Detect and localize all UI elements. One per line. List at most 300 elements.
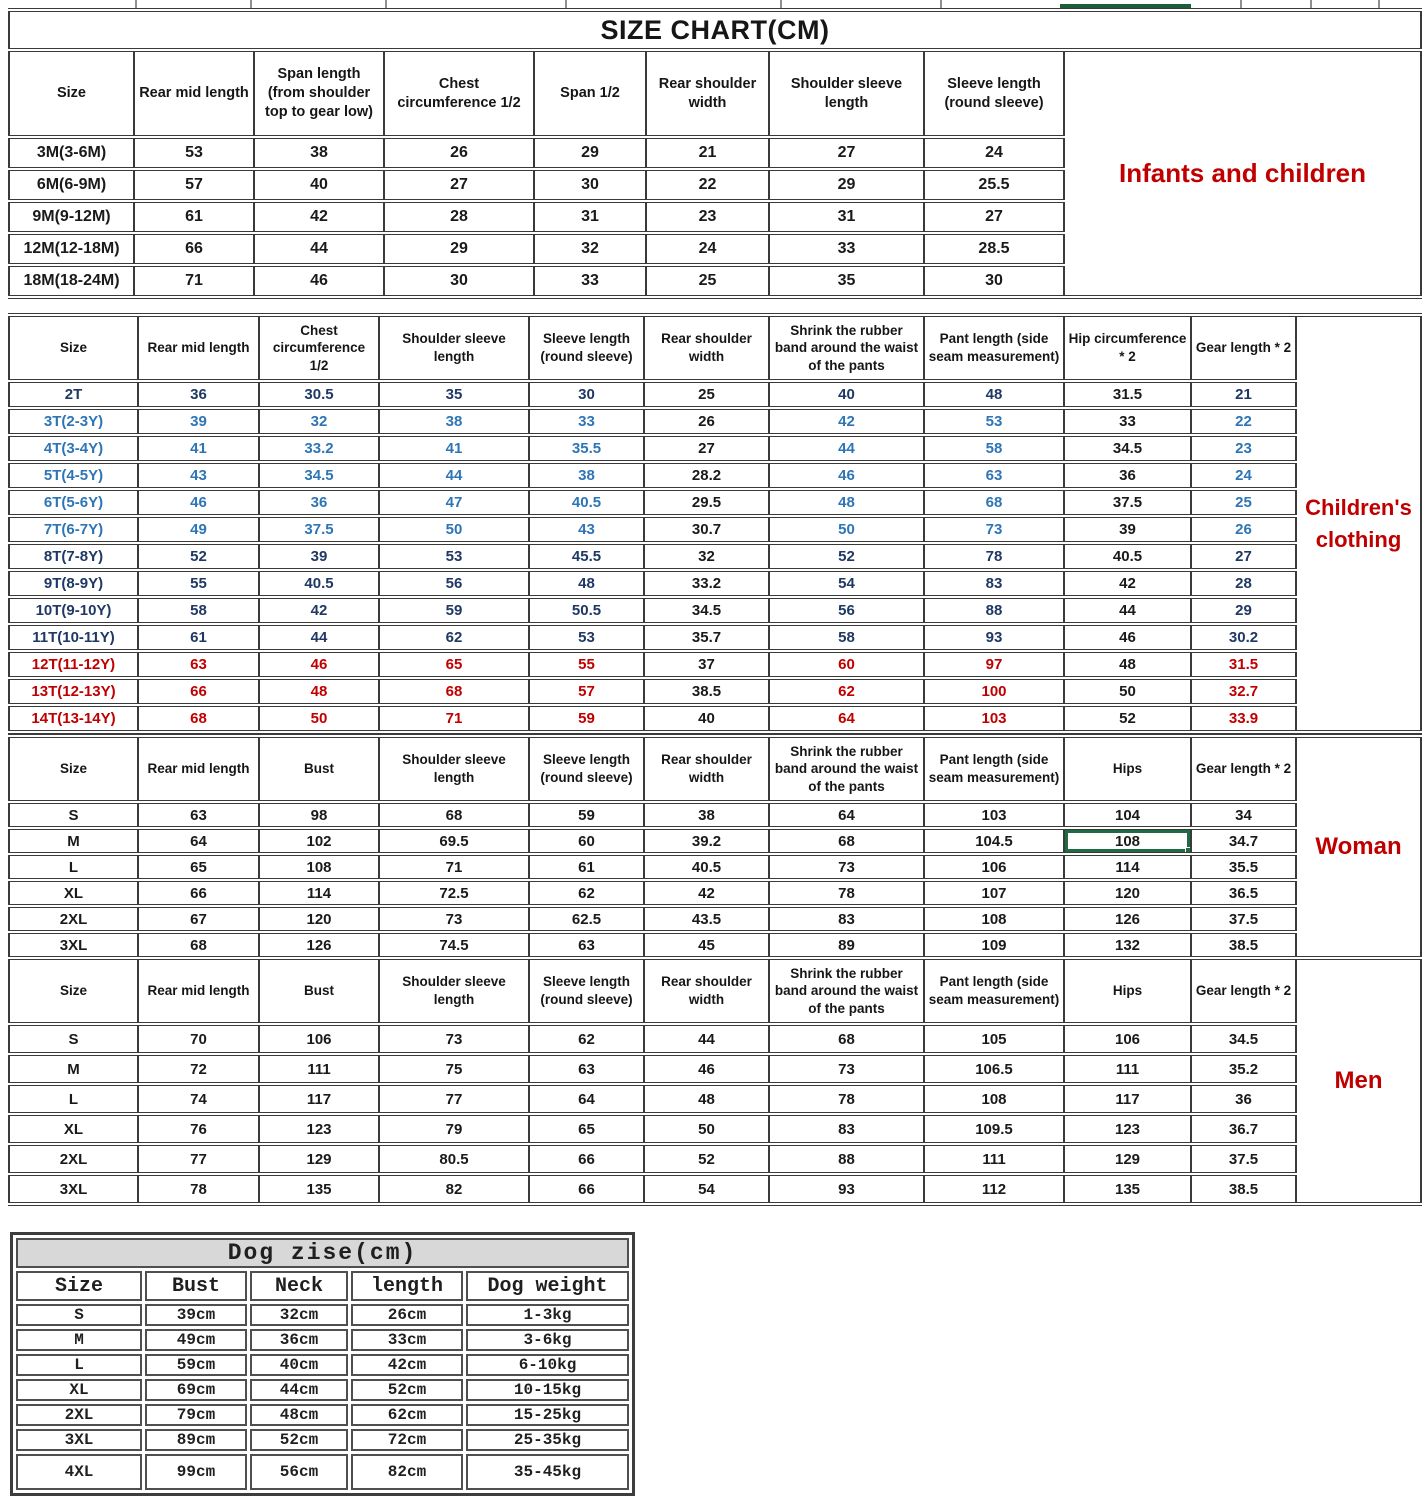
value-cell: 106 — [259, 1024, 379, 1054]
value-cell: 88 — [769, 1144, 924, 1174]
value-cell: 38.5 — [1191, 932, 1296, 958]
table-row — [9, 1174, 1421, 1204]
size-cell: S — [9, 1024, 138, 1054]
value-cell: 33cm — [351, 1329, 463, 1351]
table-row — [16, 1379, 629, 1401]
table-row — [9, 570, 1421, 597]
value-cell: 55 — [529, 651, 644, 678]
gridline-tick — [1240, 0, 1242, 8]
value-cell: 77 — [138, 1144, 259, 1174]
value-cell: 89cm — [145, 1429, 247, 1451]
value-cell: 73 — [769, 854, 924, 880]
table-row — [9, 543, 1421, 570]
value-cell: 49cm — [145, 1329, 247, 1351]
value-cell: 40 — [769, 381, 924, 408]
size-cell: 9T(8-9Y) — [9, 570, 138, 597]
value-cell: 29 — [1191, 597, 1296, 624]
size-cell: 5T(4-5Y) — [9, 462, 138, 489]
value-cell: 108 — [1064, 828, 1191, 854]
value-cell: 24 — [924, 137, 1064, 169]
table-row — [9, 932, 1421, 958]
column-header: Bust — [259, 736, 379, 802]
size-cell: 4T(3-4Y) — [9, 435, 138, 462]
value-cell: 29 — [769, 169, 924, 201]
value-cell: 53 — [379, 543, 529, 570]
value-cell: 39 — [138, 408, 259, 435]
value-cell: 43 — [138, 462, 259, 489]
value-cell: 117 — [1064, 1084, 1191, 1114]
value-cell: 48 — [529, 570, 644, 597]
size-cell: 6M(6-9M) — [9, 169, 134, 201]
value-cell: 126 — [259, 932, 379, 958]
value-cell: 33 — [769, 233, 924, 265]
column-header: Hip circumference * 2 — [1064, 315, 1191, 381]
value-cell: 126 — [1064, 906, 1191, 932]
value-cell: 34.5 — [1191, 1024, 1296, 1054]
size-cell: 3T(2-3Y) — [9, 408, 138, 435]
value-cell: 36 — [1064, 462, 1191, 489]
value-cell: 63 — [529, 932, 644, 958]
value-cell: 58 — [769, 624, 924, 651]
value-cell: 82cm — [351, 1454, 463, 1490]
value-cell: 65 — [529, 1114, 644, 1144]
value-cell: 38.5 — [644, 678, 769, 705]
value-cell: 29 — [384, 233, 534, 265]
value-cell: 41 — [379, 435, 529, 462]
column-header: Sleeve length (round sleeve) — [529, 958, 644, 1024]
table-row — [9, 802, 1421, 828]
table-row — [9, 828, 1421, 854]
value-cell: 73 — [769, 1054, 924, 1084]
value-cell: 62 — [769, 678, 924, 705]
size-cell: L — [9, 1084, 138, 1114]
column-header: Gear length * 2 — [1191, 315, 1296, 381]
value-cell: 48 — [1064, 651, 1191, 678]
value-cell: 33 — [1064, 408, 1191, 435]
table-row — [16, 1304, 629, 1326]
value-cell: 59 — [529, 705, 644, 732]
value-cell: 35 — [379, 381, 529, 408]
value-cell: 39 — [259, 543, 379, 570]
value-cell: 74 — [138, 1084, 259, 1114]
value-cell: 61 — [138, 624, 259, 651]
value-cell: 52cm — [351, 1379, 463, 1401]
value-cell: 32cm — [250, 1304, 348, 1326]
value-cell: 65 — [379, 651, 529, 678]
size-cell: 12M(12-18M) — [9, 233, 134, 265]
value-cell: 64 — [769, 802, 924, 828]
size-cell: L — [16, 1354, 142, 1376]
table-header-row — [9, 50, 1421, 137]
value-cell: 42cm — [351, 1354, 463, 1376]
value-cell: 15-25kg — [466, 1404, 629, 1426]
column-header: Pant length (side seam measurement) — [924, 958, 1064, 1024]
value-cell: 83 — [769, 1114, 924, 1144]
value-cell: 62cm — [351, 1404, 463, 1426]
table-row — [9, 1054, 1421, 1084]
value-cell: 83 — [924, 570, 1064, 597]
value-cell: 88 — [924, 597, 1064, 624]
column-header: Gear length * 2 — [1191, 736, 1296, 802]
value-cell: 73 — [379, 1024, 529, 1054]
size-cell: 10T(9-10Y) — [9, 597, 138, 624]
woman-side-label: Woman — [1296, 736, 1421, 958]
woman-size-table — [8, 734, 1422, 960]
value-cell: 1-3kg — [466, 1304, 629, 1326]
table-row — [9, 1114, 1421, 1144]
value-cell: 27 — [1191, 543, 1296, 570]
value-cell: 50 — [379, 516, 529, 543]
column-header: Shrink the rubber band around the waist of the pants — [769, 315, 924, 381]
value-cell: 104.5 — [924, 828, 1064, 854]
value-cell: 36 — [259, 489, 379, 516]
value-cell: 50 — [769, 516, 924, 543]
value-cell: 22 — [646, 169, 769, 201]
value-cell: 29 — [534, 137, 646, 169]
value-cell: 50 — [1064, 678, 1191, 705]
value-cell: 135 — [1064, 1174, 1191, 1204]
value-cell: 29.5 — [644, 489, 769, 516]
size-cell: 14T(13-14Y) — [9, 705, 138, 732]
column-header: Sleeve length (round sleeve) — [529, 315, 644, 381]
table-row — [9, 435, 1421, 462]
value-cell: 108 — [924, 1084, 1064, 1114]
value-cell: 52cm — [250, 1429, 348, 1451]
column-header: Size — [16, 1271, 142, 1301]
size-cell: 6T(5-6Y) — [9, 489, 138, 516]
value-cell: 114 — [259, 880, 379, 906]
value-cell: 93 — [769, 1174, 924, 1204]
column-header: Rear mid length — [138, 736, 259, 802]
value-cell: 36.7 — [1191, 1114, 1296, 1144]
column-header: Shoulder sleeve length — [379, 958, 529, 1024]
value-cell: 31.5 — [1064, 381, 1191, 408]
value-cell: 46 — [644, 1054, 769, 1084]
value-cell: 33.9 — [1191, 705, 1296, 732]
column-header: Hips — [1064, 736, 1191, 802]
table-row — [9, 516, 1421, 543]
value-cell: 43 — [529, 516, 644, 543]
value-cell: 83 — [769, 906, 924, 932]
value-cell: 48cm — [250, 1404, 348, 1426]
value-cell: 46 — [259, 651, 379, 678]
size-cell: 4XL — [16, 1454, 142, 1490]
value-cell: 135 — [259, 1174, 379, 1204]
value-cell: 39 — [1064, 516, 1191, 543]
value-cell: 35-45kg — [466, 1454, 629, 1490]
value-cell: 97 — [924, 651, 1064, 678]
value-cell: 71 — [379, 854, 529, 880]
value-cell: 59 — [529, 802, 644, 828]
value-cell: 32 — [259, 408, 379, 435]
value-cell: 109 — [924, 932, 1064, 958]
value-cell: 50 — [644, 1114, 769, 1144]
gridline-tick — [1310, 0, 1312, 8]
value-cell: 66 — [529, 1144, 644, 1174]
value-cell: 33 — [529, 408, 644, 435]
value-cell: 98 — [259, 802, 379, 828]
value-cell: 79 — [379, 1114, 529, 1144]
value-cell: 62 — [379, 624, 529, 651]
value-cell: 44cm — [250, 1379, 348, 1401]
value-cell: 28 — [384, 201, 534, 233]
gridline-tick — [135, 0, 137, 8]
value-cell: 117 — [259, 1084, 379, 1114]
value-cell: 59cm — [145, 1354, 247, 1376]
value-cell: 38 — [529, 462, 644, 489]
value-cell: 69cm — [145, 1379, 247, 1401]
value-cell: 44 — [254, 233, 384, 265]
gridline-tick — [1378, 0, 1380, 8]
value-cell: 38 — [644, 802, 769, 828]
column-header: Shrink the rubber band around the waist of the pants — [769, 958, 924, 1024]
children-side-label: Children's clothing — [1296, 315, 1421, 732]
infants-side-label: Infants and children — [1064, 50, 1421, 297]
table-row — [9, 678, 1421, 705]
value-cell: 40.5 — [1064, 543, 1191, 570]
value-cell: 67 — [138, 906, 259, 932]
value-cell: 37.5 — [1191, 906, 1296, 932]
value-cell: 36 — [138, 381, 259, 408]
value-cell: 35.5 — [1191, 854, 1296, 880]
value-cell: 40.5 — [529, 489, 644, 516]
table-row — [9, 624, 1421, 651]
value-cell: 65 — [138, 854, 259, 880]
value-cell: 31 — [534, 201, 646, 233]
table-row — [9, 408, 1421, 435]
size-cell: M — [16, 1329, 142, 1351]
size-cell: 3XL — [9, 1174, 138, 1204]
value-cell: 103 — [924, 705, 1064, 732]
column-header: Size — [9, 958, 138, 1024]
value-cell: 30.7 — [644, 516, 769, 543]
value-cell: 32.7 — [1191, 678, 1296, 705]
column-header: Sleeve length (round sleeve) — [924, 50, 1064, 137]
value-cell: 66 — [134, 233, 254, 265]
table-row — [9, 597, 1421, 624]
value-cell: 56 — [769, 597, 924, 624]
size-cell: 3XL — [9, 932, 138, 958]
value-cell: 30 — [924, 265, 1064, 297]
table-row — [9, 1024, 1421, 1054]
size-cell: S — [16, 1304, 142, 1326]
value-cell: 27 — [769, 137, 924, 169]
column-header: Bust — [145, 1271, 247, 1301]
value-cell: 31 — [769, 201, 924, 233]
value-cell: 21 — [1191, 381, 1296, 408]
value-cell: 40.5 — [644, 854, 769, 880]
table-row — [16, 1329, 629, 1351]
column-header: Rear shoulder width — [644, 958, 769, 1024]
value-cell: 26 — [644, 408, 769, 435]
table-row — [16, 1354, 629, 1376]
value-cell: 60 — [769, 651, 924, 678]
column-header: Span length (from shoulder top to gear low) — [254, 50, 384, 137]
value-cell: 35.7 — [644, 624, 769, 651]
value-cell: 103 — [924, 802, 1064, 828]
value-cell: 22 — [1191, 408, 1296, 435]
value-cell: 123 — [1064, 1114, 1191, 1144]
value-cell: 34.5 — [259, 462, 379, 489]
size-cell: 2T — [9, 381, 138, 408]
column-header: Span 1/2 — [534, 50, 646, 137]
value-cell: 129 — [259, 1144, 379, 1174]
value-cell: 44 — [769, 435, 924, 462]
table-row — [9, 705, 1421, 732]
value-cell: 46 — [769, 462, 924, 489]
value-cell: 50 — [259, 705, 379, 732]
dog-title-row — [16, 1238, 629, 1268]
value-cell: 75 — [379, 1054, 529, 1084]
size-cell: 13T(12-13Y) — [9, 678, 138, 705]
value-cell: 3-6kg — [466, 1329, 629, 1351]
value-cell: 26cm — [351, 1304, 463, 1326]
value-cell: 27 — [924, 201, 1064, 233]
value-cell: 41 — [138, 435, 259, 462]
value-cell: 62 — [529, 880, 644, 906]
value-cell: 106 — [1064, 1024, 1191, 1054]
size-cell: 3XL — [16, 1429, 142, 1451]
value-cell: 45 — [644, 932, 769, 958]
value-cell: 27 — [644, 435, 769, 462]
value-cell: 37 — [644, 651, 769, 678]
gridline-tick — [780, 0, 782, 8]
size-cell: M — [9, 828, 138, 854]
value-cell: 68 — [379, 678, 529, 705]
size-cell: 18M(18-24M) — [9, 265, 134, 297]
value-cell: 106 — [924, 854, 1064, 880]
column-header: Shoulder sleeve length — [379, 736, 529, 802]
value-cell: 6-10kg — [466, 1354, 629, 1376]
value-cell: 66 — [138, 880, 259, 906]
value-cell: 36.5 — [1191, 880, 1296, 906]
value-cell: 64 — [138, 828, 259, 854]
table-row — [16, 1404, 629, 1426]
dog-size-table — [10, 1232, 635, 1496]
column-header: Rear shoulder width — [644, 315, 769, 381]
value-cell: 30 — [384, 265, 534, 297]
value-cell: 63 — [924, 462, 1064, 489]
value-cell: 36 — [1191, 1084, 1296, 1114]
value-cell: 25-35kg — [466, 1429, 629, 1451]
value-cell: 44 — [259, 624, 379, 651]
value-cell: 70 — [138, 1024, 259, 1054]
value-cell: 68 — [924, 489, 1064, 516]
table-row — [9, 651, 1421, 678]
value-cell: 89 — [769, 932, 924, 958]
value-cell: 78 — [138, 1174, 259, 1204]
size-cell: 2XL — [9, 906, 138, 932]
gridline-tick — [565, 0, 567, 8]
value-cell: 42 — [259, 597, 379, 624]
value-cell: 53 — [529, 624, 644, 651]
column-header: Rear shoulder width — [646, 50, 769, 137]
value-cell: 54 — [769, 570, 924, 597]
size-cell: M — [9, 1054, 138, 1084]
value-cell: 68 — [769, 1024, 924, 1054]
size-cell: XL — [16, 1379, 142, 1401]
value-cell: 99cm — [145, 1454, 247, 1490]
value-cell: 78 — [924, 543, 1064, 570]
column-header: Bust — [259, 958, 379, 1024]
value-cell: 129 — [1064, 1144, 1191, 1174]
value-cell: 44 — [1064, 597, 1191, 624]
value-cell: 64 — [529, 1084, 644, 1114]
size-cell: 2XL — [9, 1144, 138, 1174]
value-cell: 35 — [769, 265, 924, 297]
value-cell: 26 — [384, 137, 534, 169]
value-cell: 46 — [1064, 624, 1191, 651]
value-cell: 26 — [1191, 516, 1296, 543]
value-cell: 23 — [646, 201, 769, 233]
table-header-row — [9, 736, 1421, 802]
table-row — [9, 906, 1421, 932]
value-cell: 105 — [924, 1024, 1064, 1054]
value-cell: 68 — [138, 705, 259, 732]
value-cell: 62 — [529, 1024, 644, 1054]
column-header: Size — [9, 50, 134, 137]
value-cell: 52 — [644, 1144, 769, 1174]
size-cell: 2XL — [16, 1404, 142, 1426]
table-row — [16, 1454, 629, 1490]
value-cell: 63 — [529, 1054, 644, 1084]
value-cell: 62.5 — [529, 906, 644, 932]
value-cell: 57 — [134, 169, 254, 201]
value-cell: 68 — [379, 802, 529, 828]
value-cell: 100 — [924, 678, 1064, 705]
value-cell: 33 — [534, 265, 646, 297]
table-row — [9, 1084, 1421, 1114]
value-cell: 107 — [924, 880, 1064, 906]
size-cell: 7T(6-7Y) — [9, 516, 138, 543]
column-header: Hips — [1064, 958, 1191, 1024]
column-header: Pant length (side seam measurement) — [924, 736, 1064, 802]
value-cell: 66 — [529, 1174, 644, 1204]
value-cell: 114 — [1064, 854, 1191, 880]
value-cell: 33.2 — [259, 435, 379, 462]
men-size-table — [8, 956, 1422, 1206]
value-cell: 38 — [379, 408, 529, 435]
value-cell: 46 — [138, 489, 259, 516]
size-cell: XL — [9, 1114, 138, 1144]
value-cell: 111 — [1064, 1054, 1191, 1084]
value-cell: 34.5 — [644, 597, 769, 624]
value-cell: 42 — [644, 880, 769, 906]
table-header-row — [9, 958, 1421, 1024]
value-cell: 78 — [769, 1084, 924, 1114]
value-cell: 60 — [529, 828, 644, 854]
size-cell: 11T(10-11Y) — [9, 624, 138, 651]
value-cell: 48 — [259, 678, 379, 705]
value-cell: 120 — [259, 906, 379, 932]
size-cell: 8T(7-8Y) — [9, 543, 138, 570]
value-cell: 61 — [529, 854, 644, 880]
table-row — [9, 880, 1421, 906]
value-cell: 50.5 — [529, 597, 644, 624]
value-cell: 132 — [1064, 932, 1191, 958]
dog-header-row — [16, 1271, 629, 1301]
column-header: Rear mid length — [138, 958, 259, 1024]
column-header: Dog weight — [466, 1271, 629, 1301]
value-cell: 78 — [769, 880, 924, 906]
table-row — [16, 1429, 629, 1451]
value-cell: 28.5 — [924, 233, 1064, 265]
value-cell: 53 — [924, 408, 1064, 435]
value-cell: 56cm — [250, 1454, 348, 1490]
value-cell: 54 — [644, 1174, 769, 1204]
value-cell: 37.5 — [1064, 489, 1191, 516]
table-row — [9, 854, 1421, 880]
